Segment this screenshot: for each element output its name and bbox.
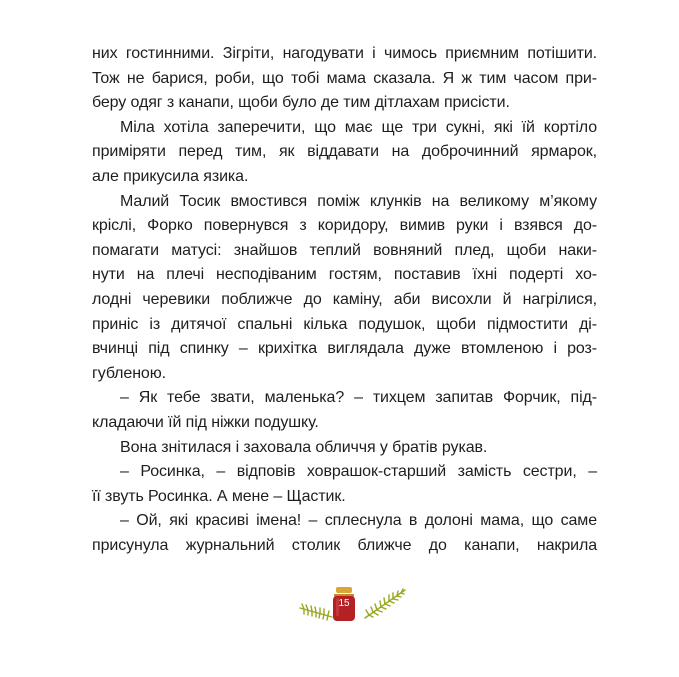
page-number: 15 [338,598,350,609]
text-line: лодні черевики поближче до каміну, аби висохли й нагрілися, [92,290,597,308]
text-line: вчинці під спинку – крихітка виглядала дуже втомленою і роз- [92,340,597,358]
text-line: Тож не барися, роби, що тобі мама сказала. Я ж тим часом при- [92,69,597,87]
text-line: нути на плечі несподіваним гостям, поставив їхні подерті хо- [92,266,597,284]
text-line: приніс із дитячої спальні кілька подушок, щоби підмостити ді- [92,315,597,333]
text-line: помагати матусі: знайшов теплий вовняний плед, щоби наки- [92,241,597,259]
fir-branch-left-icon [298,602,334,622]
text-line: але прикусила язика. [92,167,249,185]
text-line: Малий Тосик вмостився поміж клунків на великому м’якому [120,192,597,210]
text-line: Міла хотіла заперечити, що має ще три сукні, які їй кортіло [120,118,597,136]
text-line: беру одяг з канапи, щоби було де тим дітлахам присісти. [92,94,510,112]
text-line: кріслі, Форко повернувся з коридору, вимив руки і взявся до- [92,217,597,235]
text-line: її звуть Росинка. А мене – Щастик. [92,487,346,505]
page-text [92,42,597,558]
text-line: – Ой, які красиві імена! – сплеснула в долоні мама, що саме [120,512,597,530]
text-line: – Як тебе звати, маленька? – тихцем запитав Форчик, під- [120,389,597,407]
text-line: губленою. [92,364,166,382]
page-footer [0,586,679,636]
text-line: Вона знітилася і заховала обличчя у братів рукав. [120,438,488,456]
text-line: присунула журнальний столик ближче до канапи, накрила [92,536,597,554]
text-line: кладаючи їй під ніжки подушку. [92,413,319,431]
text-line: приміряти перед тим, як віддавати на доброчинний ярмарок, [92,143,597,161]
text-line: них гостинними. Зігріти, нагодувати і чимось приємним потішити. [92,45,597,62]
fir-branch-right-icon [363,588,407,620]
text-line: – Росинка, – відповів ховрашок-старший замість сестри, – [120,463,597,481]
